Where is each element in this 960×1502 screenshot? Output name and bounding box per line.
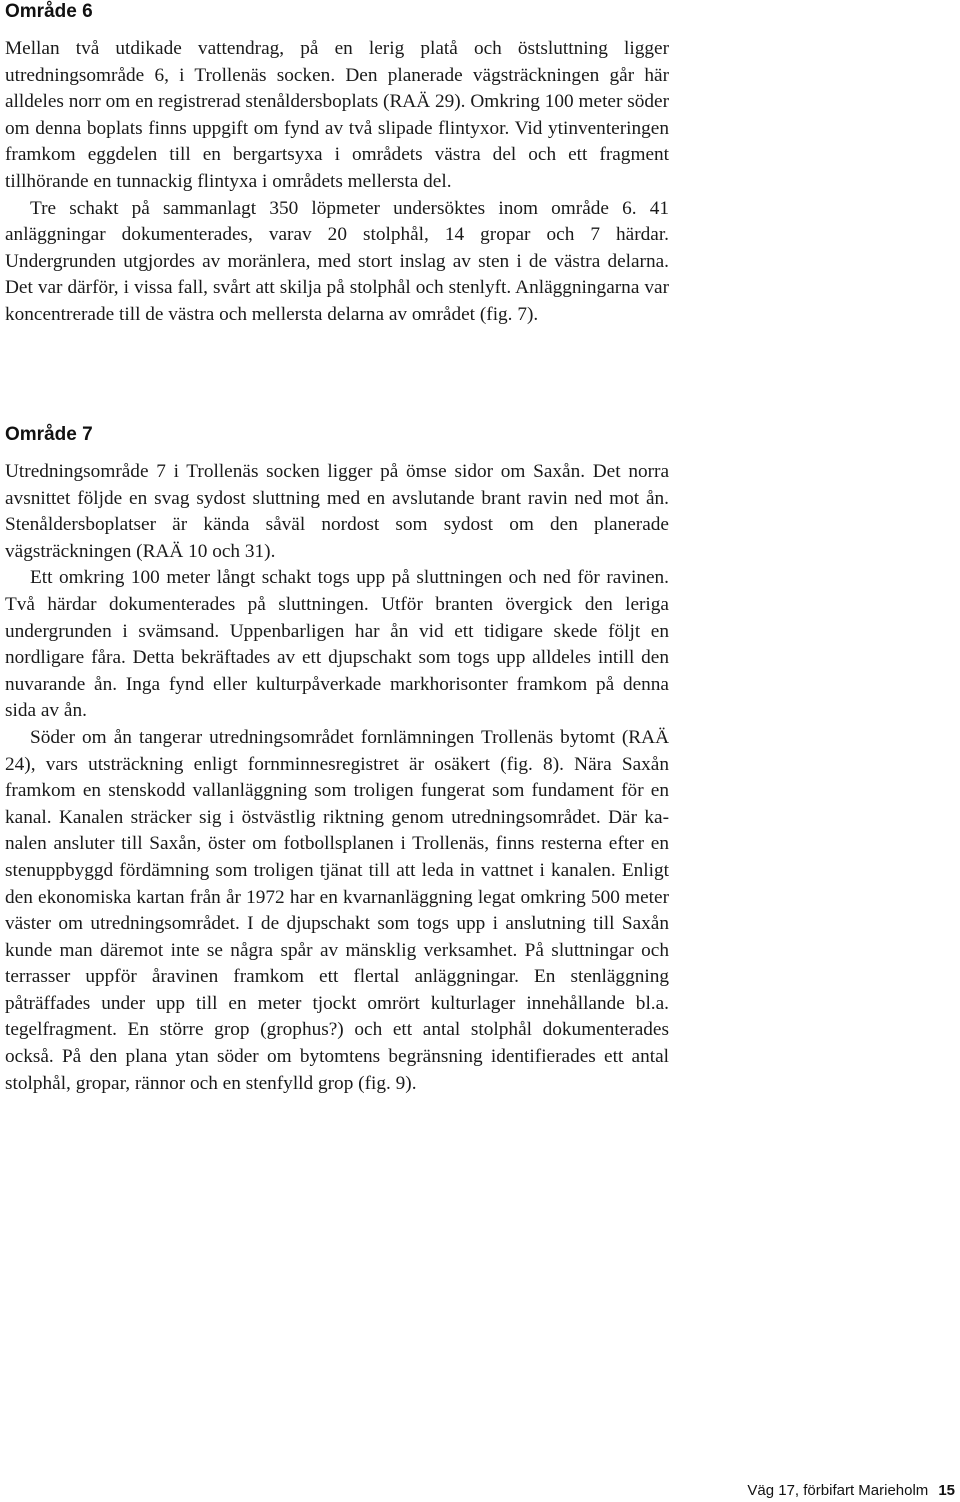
paragraph: Tre schakt på sammanlagt 350 löpmeter undersöktes inom område 6. 41 anläggningar dokumenterades, varav 20 stolphål, 14 gropar och 7 härdar. Undergrunden utgjordes av moränlera, med stort inslag av sten i de västra delarna. Det var därför, i vissa fall, svårt att skilja på stolphål och stenlyft. Anläggningarna var koncentrerade till de västra och mellersta delarna av området (fig. 7). [5,197,669,325]
page-footer [747,1482,955,1500]
section-body-omrade-7 [5,459,669,1097]
section-body-omrade-6 [5,36,669,329]
publication-title: Väg 17, förbifart Marieholm [747,1482,929,1499]
paragraph: Utredningsområde 7 i Trollenäs socken ligger på ömse sidor om Saxån. Det norra avsnittet följde en svag sydost sluttning med en avslutande brant ravin ned mot ån. Stenåldersboplatser är kända såväl nordost som sydost om den planerade vägsträckningen (RAÄ 10 och 31). [5,461,669,562]
paragraph: Mellan två utdikade vattendrag, på en lerig platå och östsluttning ligger utredningsområde 6, i Trollenäs socken. Den planerade vägsträckningen går här alldeles norr om en registrerad stenåldersboplats (RAÄ 29). Omkring 100 meter söder om denna boplats finns uppgift om fynd av två slipade flintyxor. Vid ytinventeringen framkom eggdelen till en bergartsyxa i områdets västra del och ett fragment tillhörande en tunnackig flintyxa i områdets mellersta del. [5,38,669,192]
section-heading-omrade-7: Område 7 [5,424,93,445]
paragraph: Söder om ån tangerar utredningsområdet fornlämningen Trollenäs bytomt (RAÄ 24), vars utsträckning enligt fornminnesregistret är osäkert (fig. 8). Nära Saxån framkom en stenskodd vallanläggning som troligen fungerat som fundament för en kanal. Kanalen sträcker sig i östvästlig riktning genom utredningsområdet. Där kanalen ansluter till Saxån, öster om fotbollsplanen i Trollenäs, finns resterna efter en stenuppbyggd fördämning som troligen tjänat till att leda in vattnet i kanalen. Enligt den ekonomiska kartan från år 1972 har en kvarnanläggning legat omkring 500 meter väster om utredningsområdet. I de djupschakt som togs upp i anslutning till Saxån kunde man däremot inte se några spår av mänsklig verksamhet. På sluttningar och terrasser uppför åravinen framkom ett flertal anläggningar. En stenläggning påträffades under upp till en meter tjockt omrört kulturlager innehållande bl.a. tegelfragment. En större grop (grophus?) och ett antal stolphål dokumenterades också. På den plana ytan söder om bytomtens begränsning identifierades ett antal stolphål, gropar, rännor och en stenfylld grop (fig. 9). [5,726,669,1094]
section-heading-omrade-6: Område 6 [5,1,93,22]
page-number: 15 [938,1482,955,1499]
paragraph: Ett omkring 100 meter långt schakt togs upp på sluttningen och ned för ravinen. Två härdar dokumenterades på sluttningen. Utför branten övergick den leriga undergrunden i svämsand. Uppenbarligen har ån vid ett tidigare skede följt en nordligare fåra. Detta bekräftades av ett djupschakt som togs upp alldeles intill den nuvarande ån. Inga fynd eller kulturpåverkade markhorisonter framkom på denna sida av ån. [5,567,669,722]
